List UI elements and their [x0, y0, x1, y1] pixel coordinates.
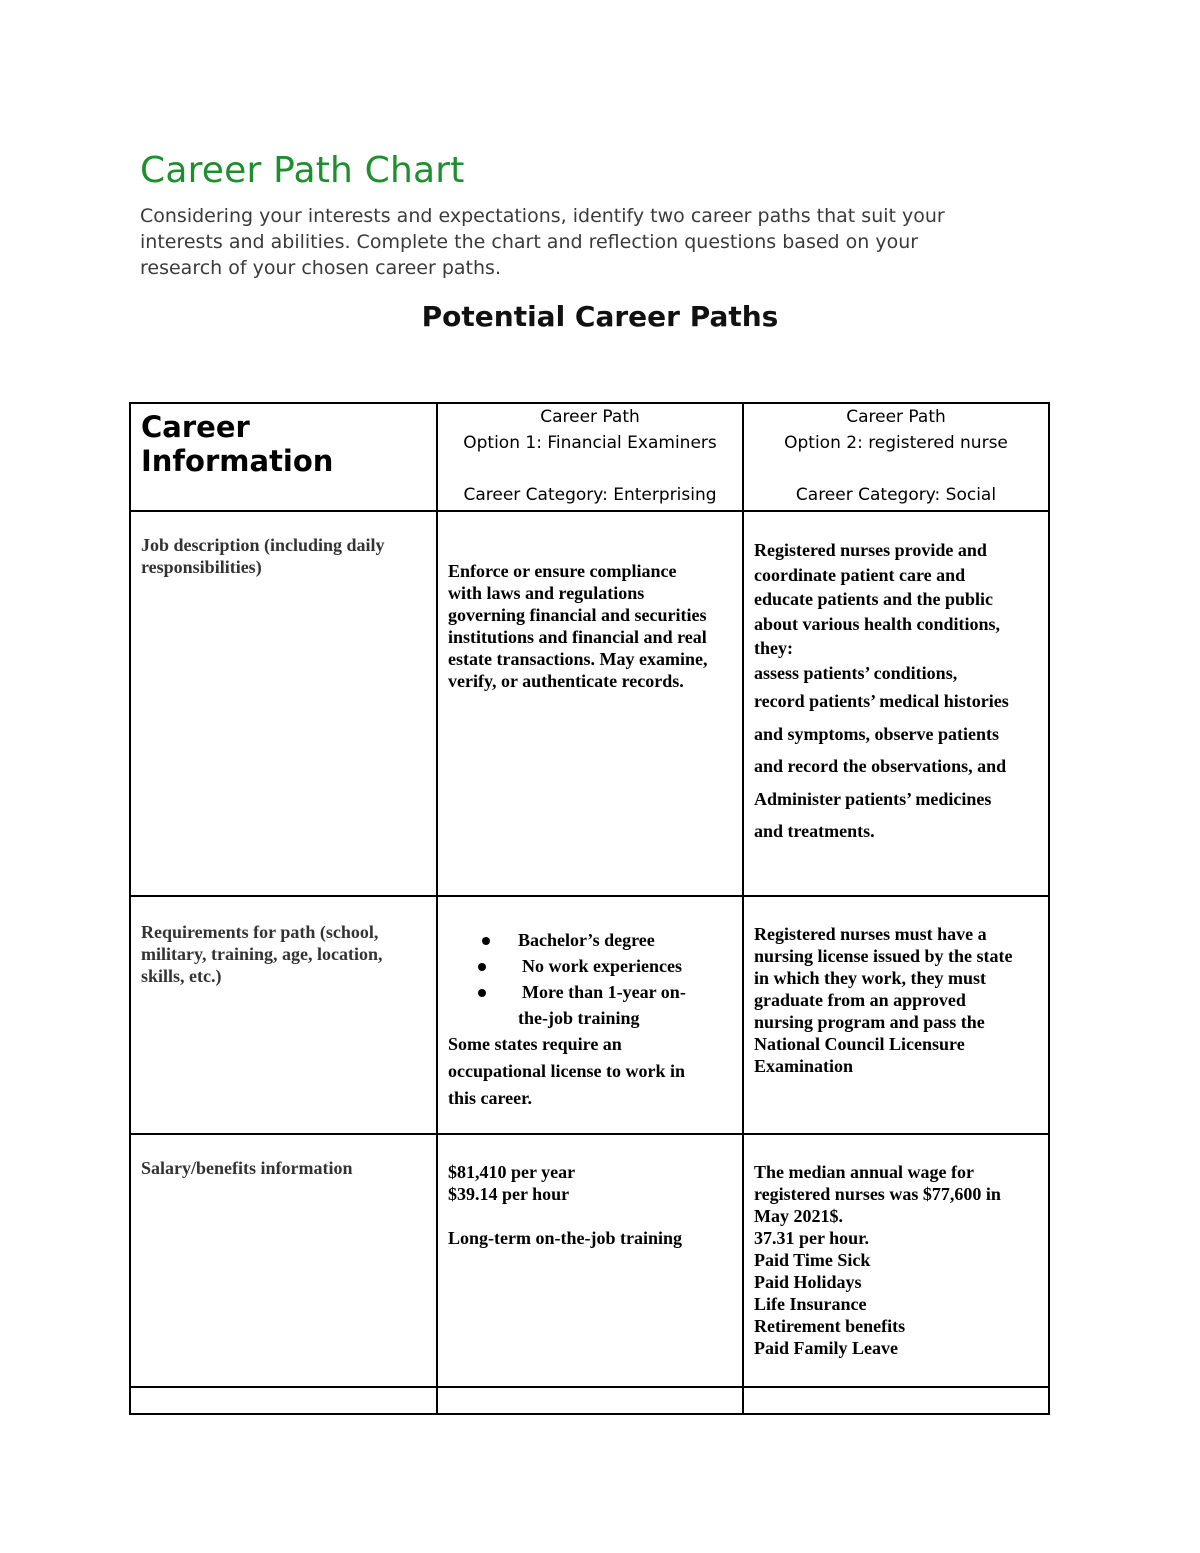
- salary-option-1-text: [448, 1161, 732, 1249]
- option-2-job-text: [754, 538, 1038, 685]
- text-line: graduate from an approved: [754, 990, 966, 1010]
- intro-line: research of your chosen career paths.: [140, 257, 501, 279]
- salary-option-1: [437, 1134, 743, 1387]
- bullet-text: More than 1-year on-: [522, 982, 686, 1002]
- table-row-salary: [130, 1134, 1049, 1387]
- intro-paragraph: [140, 203, 1040, 281]
- text-line: record patients’ medical histories: [754, 691, 1009, 711]
- text-line: nursing license issued by the state: [754, 946, 1013, 966]
- section-subtitle: Potential Career Paths: [421, 300, 779, 333]
- bullet-text: No work experiences: [522, 956, 682, 976]
- bullet-icon: [478, 989, 486, 997]
- header-option-1-line1: Career Path: [540, 407, 640, 427]
- label-line: responsibilities): [141, 557, 262, 577]
- table-row-requirements: [130, 896, 1049, 1134]
- requirements-bullet-list: [448, 927, 732, 1031]
- intro-line: interests and abilities. Complete the chart and reflection questions based on your: [140, 231, 919, 253]
- header-cell-option-2: [743, 403, 1049, 511]
- bullet-text: Bachelor’s degree: [518, 930, 655, 950]
- requirements-label: [141, 921, 426, 987]
- table-header-row: [130, 403, 1049, 511]
- empty-cell: [437, 1387, 743, 1414]
- header-option-2-category: Career Category: Social: [795, 485, 997, 505]
- job-description-option-2: [743, 511, 1049, 896]
- text-line: Paid Family Leave: [754, 1338, 898, 1358]
- list-item: [518, 927, 732, 953]
- text-line: coordinate patient care and: [754, 564, 966, 585]
- text-line: educate patients and the public: [754, 589, 994, 609]
- bullet-text: the-job training: [518, 1008, 640, 1028]
- job-description-label: [141, 534, 426, 578]
- empty-cell: [743, 1387, 1049, 1414]
- bullet-icon: [478, 963, 486, 971]
- intro-line: Considering your interests and expectations, identify two career paths that suit your: [140, 205, 945, 227]
- text-line: occupational license to work in: [448, 1061, 685, 1081]
- text-line: verify, or authenticate records.: [448, 671, 684, 691]
- header-option-2-line1: Career Path: [846, 407, 946, 427]
- document-title: Career Path Chart: [140, 150, 465, 191]
- text-line: Long-term on-the-job training: [448, 1228, 682, 1248]
- label-line: skills, etc.): [141, 966, 222, 986]
- label-line: Requirements for path (school,: [141, 922, 379, 942]
- header-career-information: Career Information: [141, 410, 334, 478]
- text-line: and symptoms, observe patients: [754, 723, 1000, 744]
- text-line: Enforce or ensure compliance: [448, 561, 677, 581]
- text-line: with laws and regulations: [448, 583, 645, 603]
- label-line: military, training, age, location,: [141, 944, 383, 964]
- salary-option-2: [743, 1134, 1049, 1387]
- text-line: nursing program and pass the: [754, 1012, 985, 1032]
- text-line: The median annual wage for: [754, 1162, 975, 1182]
- text-line: they:: [754, 638, 793, 658]
- text-line: Examination: [754, 1056, 854, 1076]
- text-line: estate transactions. May examine,: [448, 649, 708, 669]
- career-path-table: [129, 402, 1050, 1415]
- list-item: [518, 953, 732, 979]
- text-line: and treatments.: [754, 821, 875, 841]
- requirements-option-1: [437, 896, 743, 1134]
- text-line: about various health conditions,: [754, 613, 1001, 634]
- requirements-option-2: [743, 896, 1049, 1134]
- text-line: governing financial and securities: [448, 605, 707, 625]
- text-line: Administer patients’ medicines: [754, 788, 992, 809]
- text-line: National Council Licensure: [754, 1034, 965, 1054]
- salary-label: Salary/benefits information: [141, 1158, 353, 1178]
- requirements-label-cell: [130, 896, 437, 1134]
- text-line: institutions and financial and real: [448, 627, 707, 647]
- requirements-option-1-note: [448, 1031, 732, 1112]
- text-line: Life Insurance: [754, 1294, 867, 1314]
- text-line: this career.: [448, 1088, 532, 1108]
- empty-cell: [130, 1387, 437, 1414]
- text-line: May 2021$.: [754, 1206, 843, 1226]
- text-line: and record the observations, and: [754, 756, 1007, 776]
- label-line: Job description (including daily: [141, 535, 385, 555]
- text-line: Paid Time Sick: [754, 1250, 871, 1270]
- text-line: Paid Holidays: [754, 1272, 862, 1292]
- bullet-icon: [482, 937, 490, 945]
- text-line: Some states require an: [448, 1034, 622, 1054]
- salary-label-cell: [130, 1134, 437, 1387]
- job-description-label-cell: [130, 511, 437, 896]
- table-row-job-description: [130, 511, 1049, 896]
- text-line: $81,410 per year: [448, 1162, 576, 1182]
- header-cell-career-information: [130, 403, 437, 511]
- header-cell-option-1: [437, 403, 743, 511]
- header-option-1-line2: Option 1: Financial Examiners: [463, 433, 717, 453]
- list-item: [518, 979, 732, 1031]
- text-line: assess patients’ conditions,: [754, 662, 958, 683]
- text-line: $39.14 per hour: [448, 1184, 570, 1204]
- text-line: Retirement benefits: [754, 1316, 906, 1336]
- option-2-job-text-spaced: [754, 685, 1038, 848]
- table-row-empty: [130, 1387, 1049, 1414]
- text-line: in which they work, they must: [754, 968, 987, 988]
- text-line: Registered nurses provide and: [754, 540, 987, 560]
- text-line: 37.31 per hour.: [754, 1228, 870, 1248]
- job-description-option-1: [437, 511, 743, 896]
- text-line: registered nurses was $77,600 in: [754, 1184, 1001, 1204]
- salary-option-2-text: [754, 1161, 1038, 1359]
- requirements-option-2-text: [754, 923, 1038, 1077]
- text-line: Registered nurses must have a: [754, 924, 987, 944]
- header-option-1-category: Career Category: Enterprising: [463, 485, 717, 505]
- header-option-2-line2: Option 2: registered nurse: [784, 433, 1008, 453]
- option-1-job-text: [448, 560, 732, 692]
